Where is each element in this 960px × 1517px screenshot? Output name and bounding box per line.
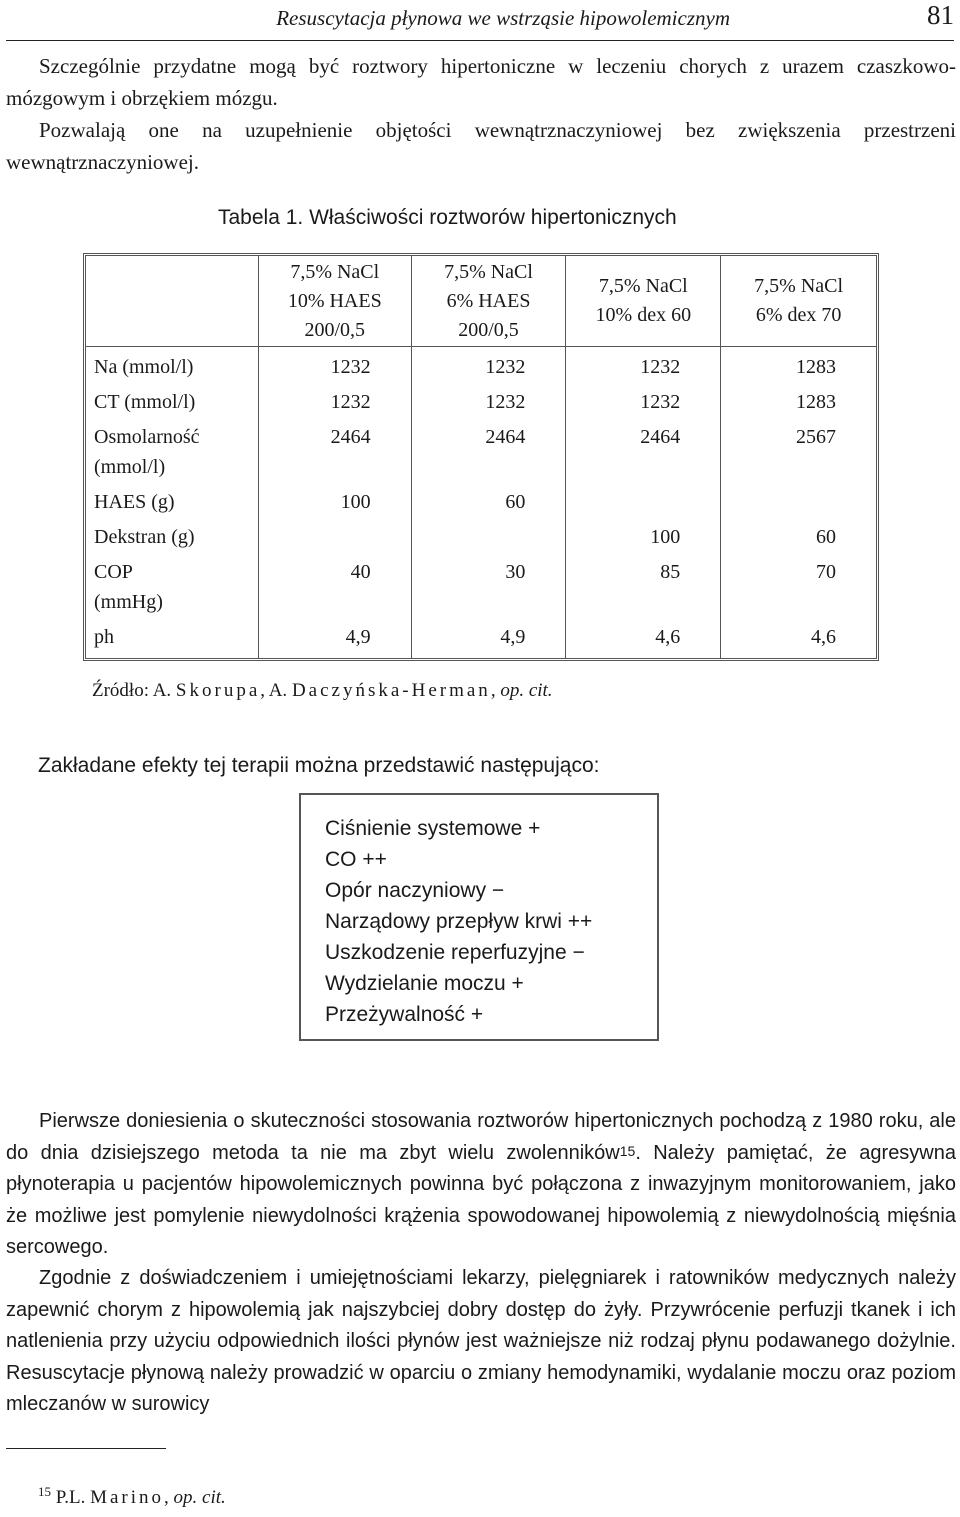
footnote-rule (6, 1448, 166, 1449)
source-author-2: Daczyńska-Herman (291, 680, 491, 701)
column-header (412, 256, 567, 347)
column-header (259, 256, 412, 347)
table-row (86, 382, 876, 417)
table-cell: 1232 (259, 382, 412, 417)
body-paragraph-2: Zgodnie z doświadczeniem i umiejętnościami lekarzy, pielęgniarek i ratowników medycznych należy zapewnić chorym z hipowolemią jak najszybciej dobry dostęp do żyły. Przywrócenie perfuzji tkanek i ich natlenienia przy użyciu odpowiednich ilości płynów jest ważniejsze niż rodzaj płynu podawanego dożylnie. Resuscytacje płynową należy prowadzić w oparciu o zmiany hemodynamiki, wydalanie moczu oraz poziom mleczanów w surowicy (6, 1267, 956, 1415)
column-header-line: 10% dex 60 (595, 304, 692, 326)
properties-table (83, 253, 879, 661)
column-header-line: 7,5% NaCl (444, 260, 533, 283)
table-cell: 60 (412, 482, 567, 517)
table-caption: Tabela 1. Właściwości roztworów hipertonicznych (218, 206, 677, 229)
footnote-author: Marino (90, 1487, 165, 1508)
footnote-reference[interactable]: 15 (619, 1142, 636, 1159)
table-cell (566, 482, 721, 517)
effect-item: Przeżywalność + (325, 1003, 484, 1026)
intro-paragraph-2: Pozwalają one na uzupełnienie objętości wewnątrznaczyniowej bez zwiększenia przestrzeni wewnątrznaczyniowej. (6, 118, 956, 174)
effect-item: Narządowy przepływ krwi ++ (325, 910, 593, 933)
effects-box (299, 793, 659, 1041)
row-label: Na (mmol/l) (86, 347, 259, 382)
table-cell: 2464 (566, 417, 721, 482)
table-header-corner (86, 256, 259, 347)
effect-item: Opór naczyniowy − (325, 879, 505, 902)
column-header-line: 200/0,5 (304, 318, 366, 341)
table-cell (721, 482, 876, 517)
table-cell: 1232 (566, 347, 721, 382)
source-author-1: Skorupa (175, 680, 261, 701)
table-cell: 1232 (412, 382, 567, 417)
table-cell (259, 517, 412, 552)
source-cit: op. cit. (500, 680, 553, 701)
table-cell: 85 (566, 552, 721, 617)
effect-item: Ciśnienie systemowe + (325, 817, 541, 840)
table-cell: 70 (816, 561, 836, 583)
body-paragraph-1-text: Pierwsze doniesienia o skuteczności stosowania roztworów hipertonicznych pochodzą z 1980 roku, ale do dnia dzisiejszego metoda ta nie ma zbyt wielu zwolenników (6, 1110, 956, 1164)
body-paragraph-1 (6, 1106, 956, 1264)
effects-intro: Zakładane efekty tej terapii można przedstawić następująco: (38, 754, 600, 777)
effect-item: Uszkodzenie reperfuzyjne − (325, 941, 585, 964)
table-cell (412, 517, 567, 552)
row-label: Osmolarność (mmol/l) (86, 417, 259, 482)
column-header-line: 6% HAES (446, 289, 531, 312)
table-cell: 1232 (412, 347, 567, 382)
table-row (86, 552, 876, 617)
running-header-title: Resuscytacja płynowa we wstrząsie hipowolemicznym (276, 6, 730, 30)
column-header-line: 6% dex 70 (755, 304, 842, 326)
table-row (86, 482, 876, 517)
table-row (86, 417, 876, 482)
row-label: CT (mmol/l) (86, 382, 259, 417)
table-cell: 60 (816, 526, 836, 548)
table-cell: 30 (412, 552, 567, 617)
table-cell: 4,6 (566, 617, 721, 658)
row-label: Dekstran (g) (86, 517, 259, 552)
table-cell: 1232 (259, 347, 412, 382)
row-label: HAES (g) (86, 482, 259, 517)
table-cell: 2567 (796, 426, 836, 448)
column-header-line: 200/0,5 (458, 318, 519, 341)
table-header-row (86, 256, 876, 347)
row-label: ph (86, 617, 259, 658)
table-cell: 1232 (566, 382, 721, 417)
footnote-prefix: P.L. (55, 1487, 91, 1508)
table-row (86, 347, 876, 382)
column-header-line: 7,5% NaCl (754, 275, 844, 297)
footnote-comma: , (164, 1487, 174, 1508)
body-paragraph-1-text-cont: . Należy pamiętać, że agresywna płynoterapia u pacjentów hipowolemicznych powinna być połączona z inwazyjnym monitorowaniem, jako że możliwe jest pomylenie niewydolności krążenia spowodowanej hipowolemią z niewydolnością mięśnia sercowego. (6, 1141, 957, 1258)
column-header-line: 7,5% NaCl (290, 260, 380, 283)
table-cell: 1283 (796, 356, 836, 378)
table-row (86, 617, 876, 658)
effect-item: Wydzielanie moczu + (325, 972, 524, 995)
intro-paragraph-1: Szczególnie przydatne mogą być roztwory hipertoniczne w leczeniu chorych z urazem czaszkowo-mózgowym i obrzękiem mózgu. (6, 54, 956, 110)
source-prefix: Źródło: A. (92, 680, 176, 701)
footnote-cit: op. cit. (173, 1487, 226, 1508)
table-cell: 4,9 (412, 617, 567, 658)
footnote-number: 15 (38, 1484, 51, 1499)
table-cell: 4,9 (259, 617, 412, 658)
column-header (721, 256, 876, 347)
page-number: 81 (927, 0, 954, 30)
table-cell: 40 (259, 552, 412, 617)
column-header-line: 7,5% NaCl (598, 275, 688, 297)
table-cell: 1283 (796, 391, 836, 413)
row-label: COP (mmHg) (86, 552, 259, 617)
footnote (38, 1484, 226, 1509)
table-source (92, 680, 553, 702)
source-comma: , (490, 680, 501, 701)
column-header (566, 256, 721, 347)
table-row (86, 517, 876, 552)
table-cell: 2464 (259, 417, 412, 482)
source-separator: , A. (260, 680, 292, 701)
header-rule (6, 40, 954, 41)
table-cell: 4,6 (811, 626, 836, 648)
table-cell: 100 (566, 517, 721, 552)
column-header-line: 10% HAES (287, 289, 382, 312)
table-cell: 2464 (412, 417, 567, 482)
effect-item: CO ++ (325, 848, 387, 871)
table-cell: 100 (259, 482, 412, 517)
